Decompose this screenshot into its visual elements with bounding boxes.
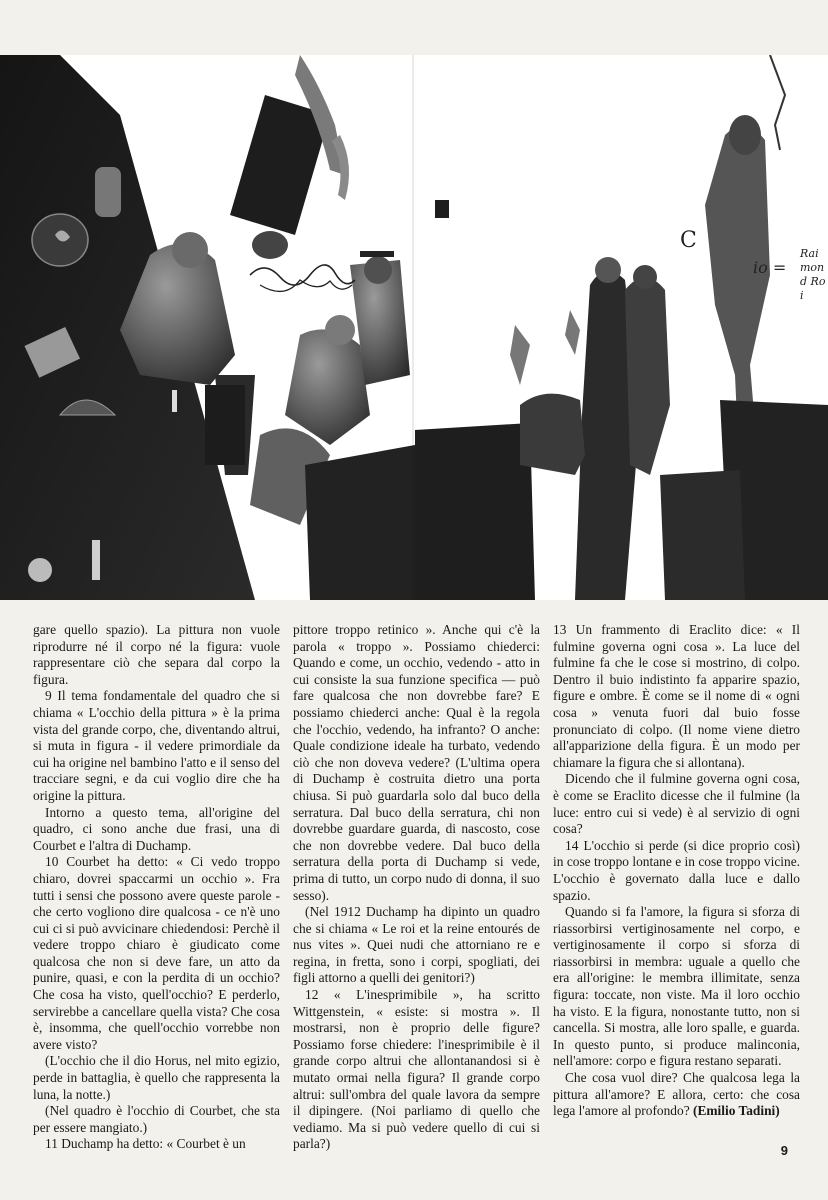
paragraph: (Nel 1912 Duchamp ha dipinto un quadro che si chiama « Le roi et la reine entourés de nus vites ». Quei nudi che attorniano re e regina, in fretta, sono i corpi, spogliati, dei figli attorno a quelli dei genitori?) — [293, 904, 540, 986]
paragraph: Dicendo che il fulmine governa ogni cosa, è come se Eraclito dicesse che il fulmine (la luce: entro cui si vede) è al servizio di ogni cosa? — [553, 771, 800, 837]
paragraph-text: Che cosa vuol dire? Che qualcosa lega la pittura all'amore? E allora, certo: che cosa lega l'amore al profondo? — [553, 1070, 800, 1119]
paragraph: 11 Duchamp ha detto: « Courbet è un — [45, 1136, 246, 1152]
scribble-c: C — [680, 228, 697, 253]
scribble-equals: io = — [753, 258, 787, 277]
paragraph — [553, 1070, 800, 1120]
paragraph: 9 Il tema fondamentale del quadro che si chiama « L'occhio della pittura » è la prima vista del grande corpo, che, diventando altrui, si muta in figura - il vedere primordiale da cui ha origine nel bambino l'atto e il senso del tracciare segni, e da cui voglio dire che ha origine la pittura. — [33, 688, 280, 803]
paragraph: pittore troppo retinico ». Anche qui c'è la parola « troppo ». Possiamo chiederci: Quando e come, un occhio, vedendo - atto in cui consiste la sua funzione specifica — può fare qualcosa che non dovrebbe fare? E possiamo chiederci anche: Qual è la regola che l'occhio, vedendo, ha infranto? O anche: Quale condizione ideale ha turbato, vedendo ciò che non doveva vedere? (L'ultima opera di Duchamp è costruita dietro una porta chiusa. Si può guardarla solo dal buco della serratura. Dal buco della serratura, chi non dovrebbe guardare guarda, di nascosto, cose che non dovrebbe vedere. Dal buco della serratura della porta di Duchamp si vede, prima di tutto, un corpo nudo di donna, il suo sesso). — [293, 622, 540, 903]
paragraph: 12 « L'inesprimibile », ha scritto Wittgenstein, « esiste: si mostra ». Il mostrarsi, non è proprio delle figure? Possiamo forse chiedere: l'inesprimibile è il grande corpo altrui che allontanandosi si è mutato ormai nella figura? Il grande corpo altrui: sull'ombra del quale lavora da sempre il dipingere. (Noi parliamo di quello che vediamo. Ma si può vedere quello di cui si parla?) — [293, 987, 540, 1152]
paragraph: (L'occhio che il dio Horus, nel mito egizio, perde in battaglia, è quello che rappresenta la luna, la notte.) — [33, 1053, 280, 1102]
paragraph: 13 Un frammento di Eraclito dice: « Il fulmine governa ogni cosa ». La luce del fulmine fa che le cose si mostrino, di colpo. Dentro il buio indistinto fa apparire spazio, figure e ombre. È come se il nome di « ogni cosa » venuta fuori dal buio fosse pronunciato di colpo. (Il nome viene dietro all'apparizione della figura. È un modo per chiamare la figura che si allontana). — [553, 622, 800, 770]
paragraph: gare quello spazio). La pittura non vuole riprodurre né il corpo né la figura: vuole rappresentare ciò che separa dal corpo la figura. — [33, 622, 280, 687]
paragraph: Quando si fa l'amore, la figura si sforza di riassorbirsi vertiginosamente nel corpo, e vertiginosamente il corpo si sforza di riassorbirsi in membra: uguale a quello che era all'origine: le membra illimitate, senza figura: toccate, non viste. Ma il loro occhio ha visto. E la figura, nonostante tutto, non si cancella. Si mostra, alle loro spalle, e guarda. In questo punto, si produce malinconia, nell'amore: corpo e figura restano separati. — [553, 904, 800, 1069]
scribble-raimond: Raimond Roi — [800, 247, 826, 302]
painting-illustration — [0, 55, 828, 600]
paragraph: (Nel quadro è l'occhio di Courbet, che sta per essere mangiato.) — [33, 1103, 280, 1135]
text-column-2 — [293, 622, 540, 1153]
text-column-1 — [33, 622, 280, 1153]
page-number: 9 — [780, 1143, 788, 1158]
paragraph: 10 Courbet ha detto: « Ci vedo troppo chiaro, dovrei spaccarmi un occhio ». Fra tutti i sensi che possono avere queste parole - che certo vogliono dire qualcosa - ce n'è uno cui ci si può avvicinare chiedendosi: Perchè il vedere troppo chiaro è giudicato come qualcosa che non si deve fare, un atto da punire, quasi, e con la perdita di un occhio? Che cosa ha visto, quell'occhio? E perderlo, servirebbe a cancellare quella vista? Che cosa è, insomma, che quell'occhio vorrebbe non avere visto? — [33, 854, 280, 1052]
paragraph: 14 L'occhio si perde (si dice proprio così) in cose troppo lontane e in cose troppo vicine. L'occhio è governato dalla luce e dallo spazio. — [553, 837, 800, 903]
paragraph: Intorno a questo tema, all'origine del quadro, ci sono anche due frasi, una di Courbet e l'altra di Duchamp. — [33, 804, 280, 853]
author-signature: (Emilio Tadini) — [693, 1103, 780, 1119]
spread-gutter — [412, 55, 414, 600]
text-column-3 — [553, 622, 800, 1120]
